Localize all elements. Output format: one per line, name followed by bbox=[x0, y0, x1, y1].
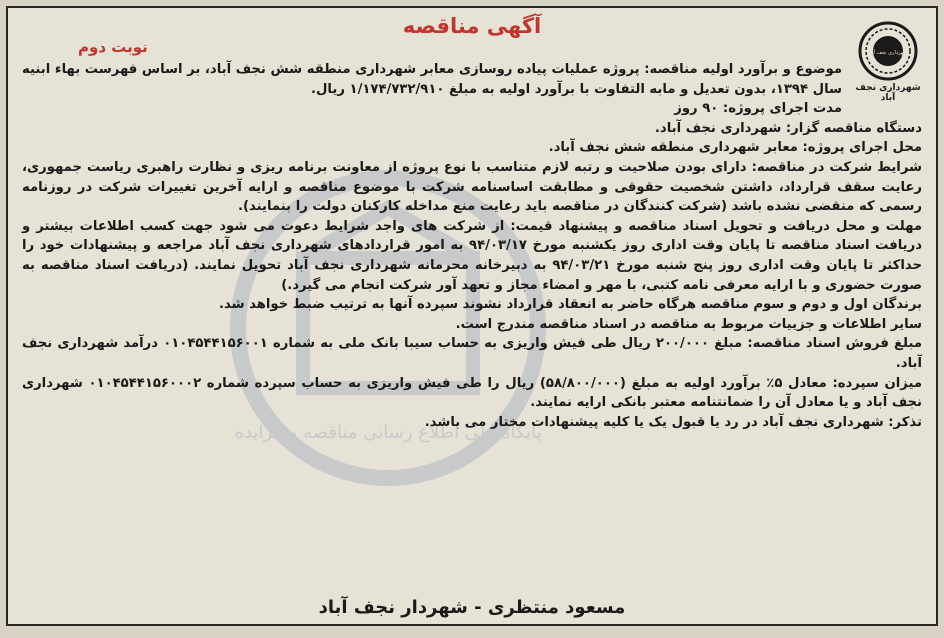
paragraph-deposit: میزان سپرده: معادل ۵٪ برآورد اولیه به مبلغ (۵۸/۸۰۰/۰۰۰) ریال را طی فیش واریزی به حساب سپرده شماره ۰۱۰۴۵۴۴۱۵۶۰۰۰۲ شهرداری نجف آباد و یا معادل آن را ضمانتنامه معتبر بانکی ارایه نمایند. bbox=[22, 375, 922, 411]
paragraph-winners: برندگان اول و دوم و سوم مناقصه هرگاه حاضر به انعقاد قرارداد نشوند سپرده آنها به ترتیب ضبط خواهد شد. bbox=[218, 297, 922, 313]
paragraph-document-fee: مبلغ فروش اسناد مناقصه: مبلغ ۲۰۰/۰۰۰ ریال طی فیش واریزی به حساب سیبا بانک ملی به شماره ۰۱۰۴۵۴۴۱۵۶۰۰۱ درآمد شهرداری نجف آباد. bbox=[22, 336, 922, 371]
notice-title: آگهی مناقصه bbox=[402, 14, 542, 38]
paragraph-duration: مدت اجرای پروژه: ۹۰ روز bbox=[674, 101, 842, 117]
watermark-text: پایگاه ملی اطلاع رسانی مناقصه و مزایده bbox=[234, 422, 542, 443]
tender-notice bbox=[6, 6, 938, 626]
paragraph-deadlines: مهلت و محل دریافت و تحویل اسناد مناقصه و پیشنهاد قیمت: از شرکت های واجد شرایط دعوت می شود جهت کسب اطلاعات بیشتر و دریافت اسناد مناقصه تا پایان وقت اداری روز یکشنبه مورخ ۹۴/۰۳/۱۷ به امور قراردادهای شهرداری نجف آباد مراجعه و پیشنهادات خود را حداکثر تا پایان وقت اداری روز پنج شنبه مورخ ۹۴/۰۳/۲۱ به دبیرخانه محرمانه شهرداری نجف آباد تحویل نمایند. (دریافت اسناد مناقصه به صورت حضوری و با ارایه معرفی نامه کتبی، با مهر و امضاء مجاز و تعهد آور شرکت انجام می گیرد.) bbox=[22, 218, 922, 293]
logo-caption: شهرداری نجف آباد bbox=[855, 83, 921, 103]
paragraph-subject: موضوع و برآورد اولیه مناقصه: پروژه عملیات پیاده روسازی معابر شهرداری منطقه شش نجف آباد، بر اساس فهرست بهاء ابنیه سال ۱۳۹۴، بدون تعدیل و مابه التفاوت با برآورد اولیه به مبلغ ۱/۱۷۴/۷۳۲/۹۱۰ ریال. bbox=[22, 62, 842, 97]
notice-body bbox=[22, 60, 922, 432]
paragraph-location: محل اجرای پروژه: معابر شهرداری منطقه شش نجف آباد. bbox=[548, 140, 922, 156]
paragraph-organizer: دستگاه مناقصه گزار: شهرداری نجف آباد. bbox=[654, 120, 922, 136]
round-label: نوبت دوم bbox=[78, 38, 148, 56]
logo-emblem-text: شهرداری نجف آباد bbox=[868, 50, 908, 56]
paragraph-conditions: شرایط شرکت در مناقصه: دارای بودن صلاحیت و رتبه لازم متناسب با نوع پروژه از معاونت برنامه ریزی و نظارت راهبری ریاست جمهوری، رعایت سقف قرارداد، داشتن شخصیت حقوقی و مطابقت اساسنامه شرکت با موضوع مناقصه و ارایه آخرین تغییرات شرکت در روزنامه رسمی که منقضی نشده باشد (شرکت کنندگان در مناقصه باید رعایت منع مداخله کارکنان دولت را بنمایند). bbox=[22, 159, 922, 215]
paragraph-other-info: سایر اطلاعات و جزییات مربوط به مناقصه در اسناد مناقصه مندرج است. bbox=[455, 316, 922, 332]
paragraph-note: تذکر: شهرداری نجف آباد در رد یا قبول یک یا کلیه پیشنهادات مختار می باشد. bbox=[424, 414, 922, 430]
signature: مسعود منتظری - شهردار نجف آباد bbox=[318, 597, 626, 618]
